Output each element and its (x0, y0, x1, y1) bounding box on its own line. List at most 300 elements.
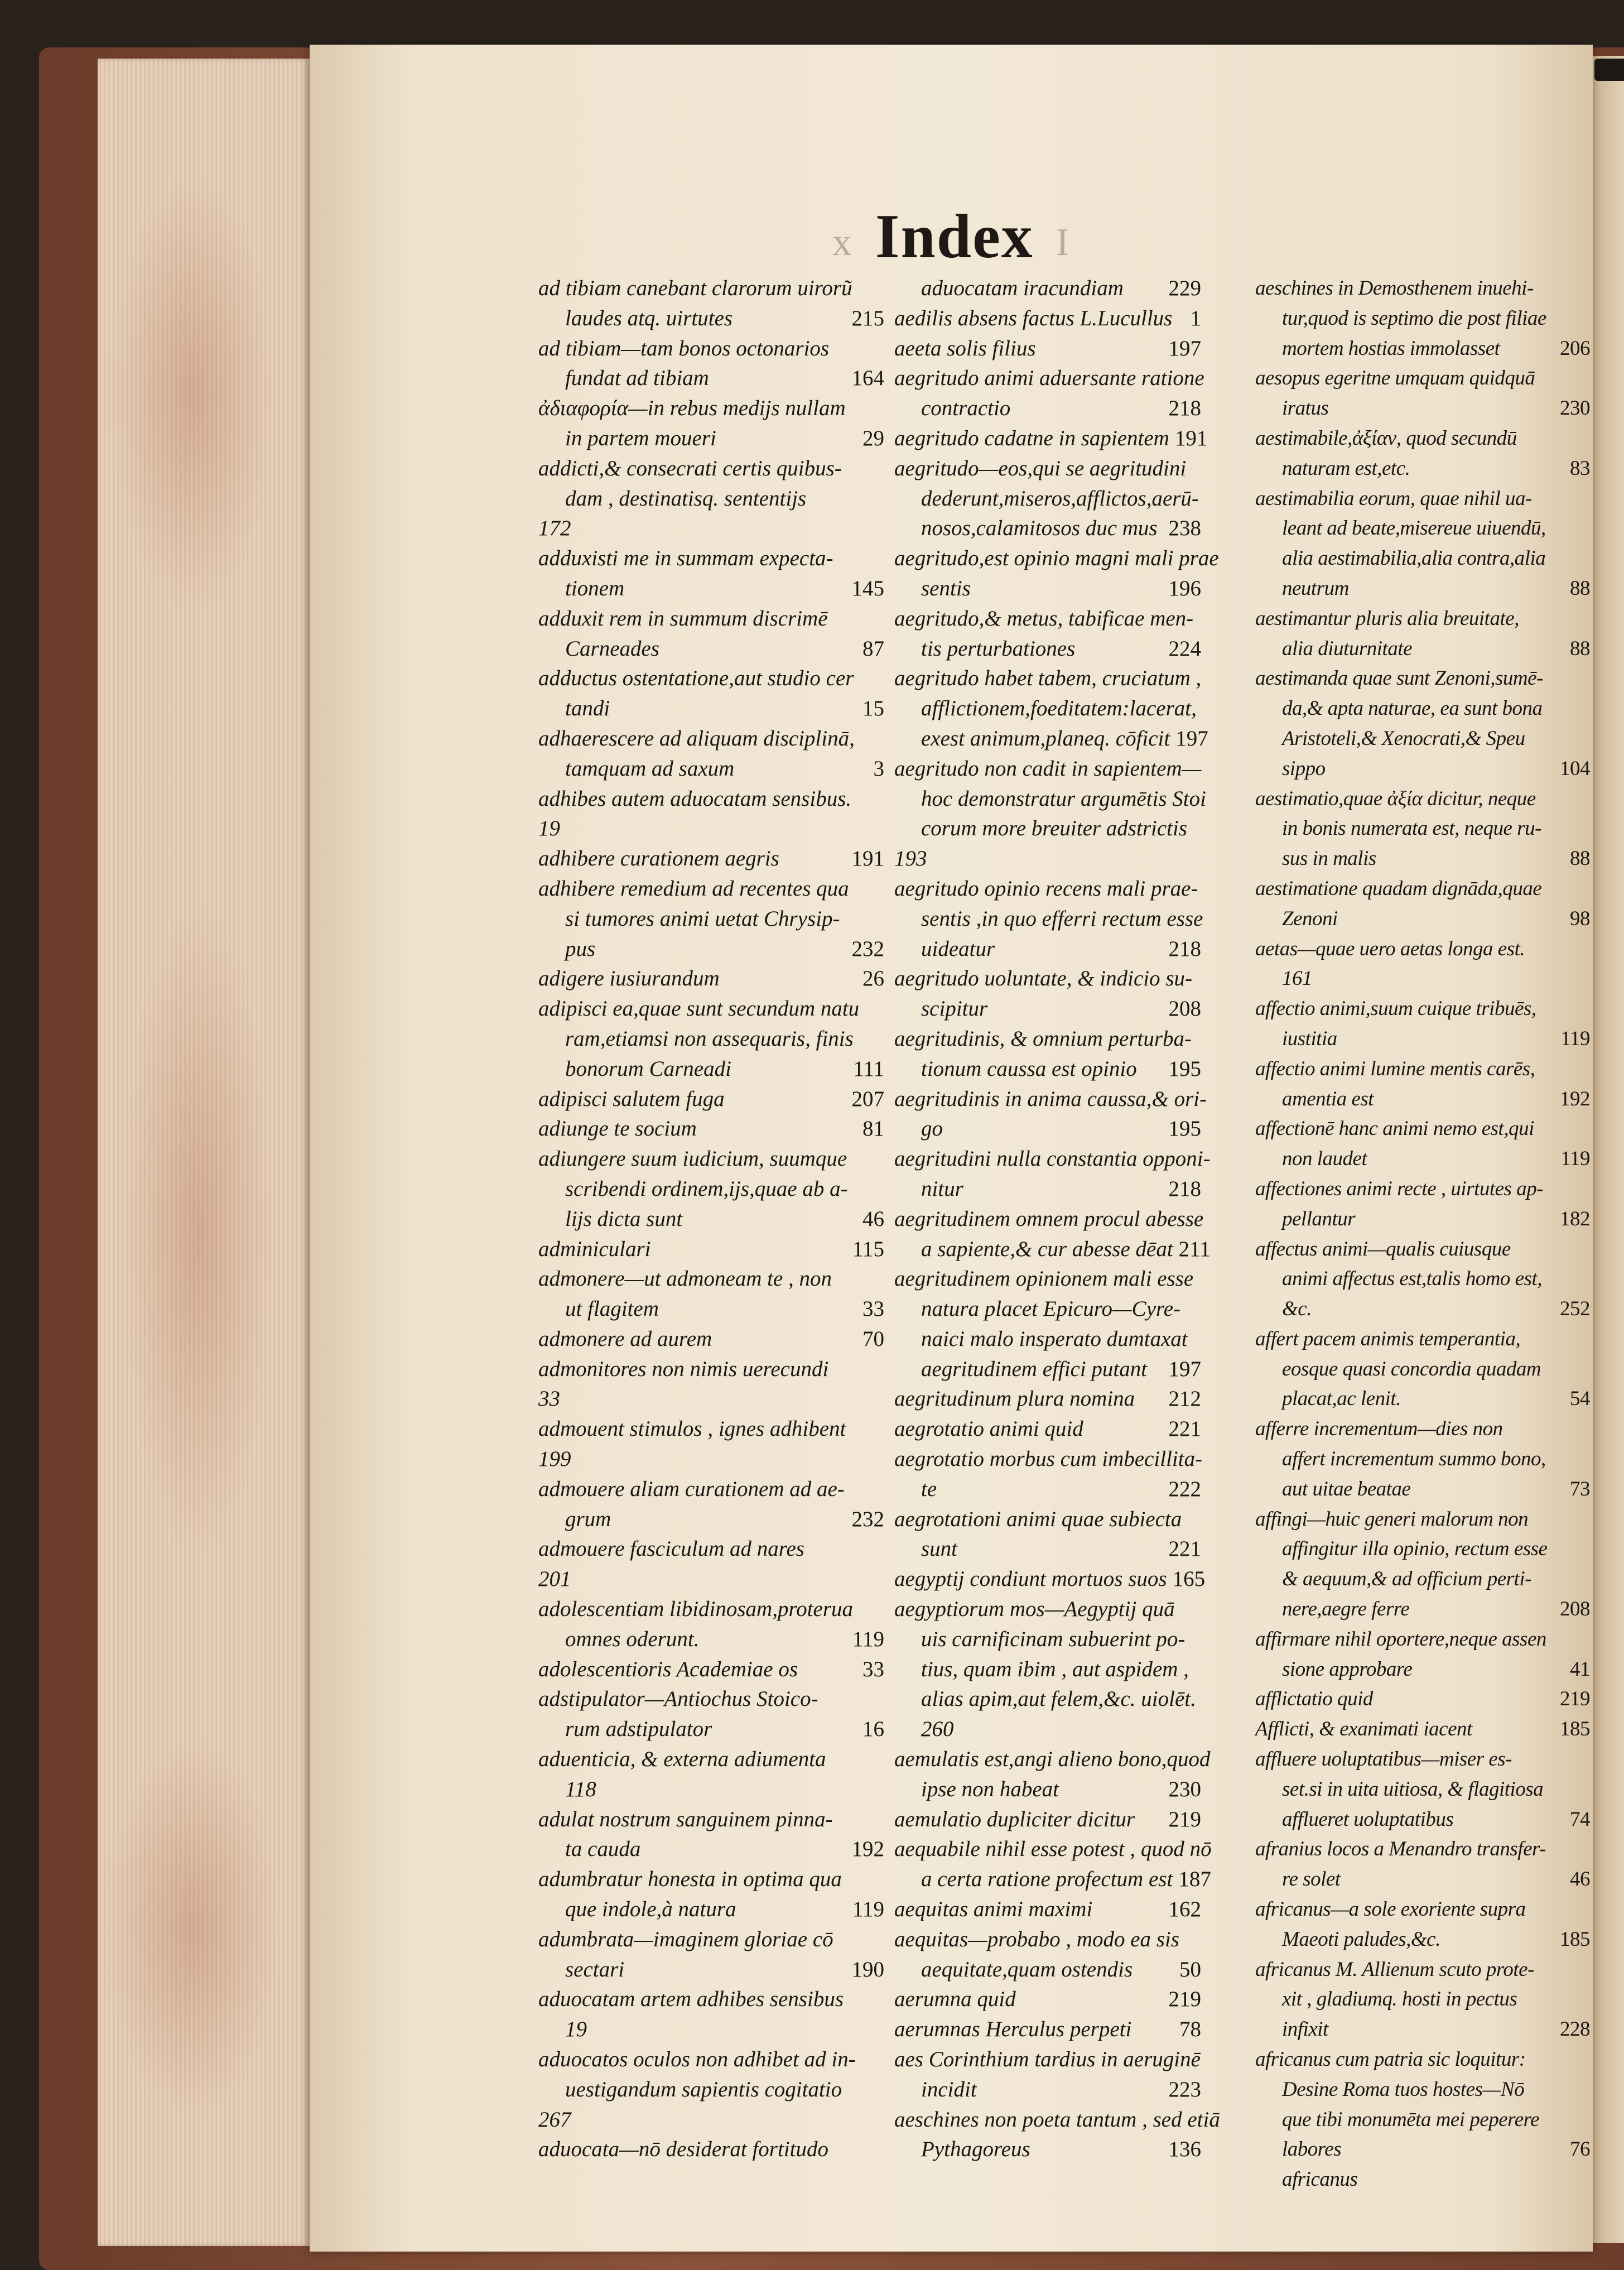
index-text: si tumores animi uetat Chrysip- (565, 906, 840, 931)
index-text: aesopus egeritne umquam quidquā (1255, 367, 1535, 390)
index-text: scribendi ordinem,ijs,quae ab a- (565, 1176, 848, 1201)
index-line (1255, 724, 1590, 754)
index-text: bonorum Carneadi (565, 1056, 731, 1081)
index-text: in partem moueri (565, 426, 716, 450)
index-text: sunt (921, 1537, 958, 1561)
index-line (1255, 2105, 1590, 2135)
index-text: aegritudo cadatne in sapientem (894, 426, 1169, 450)
index-text: Aristoteli,& Xenocrati,& Speu (1282, 727, 1525, 750)
index-line (538, 454, 884, 484)
index-line (538, 304, 884, 334)
index-line (894, 754, 1201, 784)
index-text: nere,aegre ferre (1282, 1598, 1410, 1621)
index-line (894, 844, 1201, 874)
page-number: 232 (851, 936, 884, 961)
page-number: 212 (1168, 1387, 1201, 1411)
index-line (1255, 1864, 1590, 1894)
index-text: contractio (921, 396, 1011, 421)
index-text: admonere—ut admoneam te , non (538, 1267, 832, 1291)
page-number: 26 (862, 966, 884, 991)
index-text: aegritudinem effici putant (921, 1357, 1148, 1381)
index-text: admonere ad aurem (538, 1326, 712, 1351)
index-line (538, 1744, 884, 1774)
index-line (894, 1174, 1201, 1204)
index-text: 172 (538, 516, 571, 541)
page-number: 197 (1175, 726, 1208, 751)
index-text: uestigandum sapientis cogitatio (565, 2077, 842, 2101)
index-text: aegyptiorum mos—Aegyptij quā (894, 1597, 1175, 1622)
index-text: sectari (565, 1957, 625, 1982)
page-number: 33 (862, 1657, 884, 1681)
index-line (538, 1234, 884, 1264)
index-text: aegritudini nulla constantia opponi- (894, 1147, 1211, 1171)
page-number: 136 (1168, 2137, 1201, 2162)
page-number: 191 (851, 847, 884, 871)
index-text: dam , destinatisq. sententijs (565, 486, 807, 511)
index-line (894, 484, 1201, 514)
index-text: 33 (538, 1387, 560, 1411)
index-text: affert incrementum summo bono, (1282, 1447, 1546, 1471)
index-text: aemulatio dupliciter dicitur (894, 1807, 1135, 1831)
page-number: 54 (1570, 1387, 1590, 1411)
index-text: aeeta solis filius (894, 336, 1036, 360)
index-text: aequitate,quam ostendis (921, 1957, 1133, 1982)
index-text: labores (1282, 2138, 1342, 2161)
index-line (1255, 363, 1590, 393)
index-text: alia diuturnitate (1282, 637, 1413, 660)
index-text: aemulatis est,angi alieno bono,quod (894, 1747, 1211, 1772)
page-number: 215 (851, 306, 884, 330)
page-number: 81 (862, 1117, 884, 1141)
index-text: tionem (565, 576, 625, 600)
page-number: 207 (851, 1086, 884, 1111)
index-text: aduocatos oculos non adhibet ad in- (538, 2047, 856, 2072)
index-line (1255, 454, 1590, 484)
index-text: uideatur (921, 936, 995, 961)
index-line (1255, 663, 1590, 694)
index-text: omnes oderunt. (565, 1627, 700, 1651)
index-line (1255, 273, 1590, 304)
index-line (894, 663, 1201, 694)
index-line (538, 694, 884, 724)
index-text: aetas—quae uero aetas longa est. (1255, 937, 1525, 960)
index-line (894, 1984, 1201, 2014)
index-line (538, 1114, 884, 1144)
index-line (538, 874, 884, 904)
index-line (1255, 334, 1590, 364)
index-text: aegritudo,& metus, tabificae men- (894, 606, 1194, 631)
page-number: 185 (1560, 1927, 1590, 1951)
page-number: 223 (1168, 2077, 1201, 2101)
index-text: adhibere curationem aegris (538, 847, 779, 871)
index-text: xit , gladiumq. hosti in pectus (1282, 1988, 1517, 2011)
index-text: dederunt,miseros,afflictos,aerū- (921, 486, 1199, 511)
page-number: 164 (851, 366, 884, 391)
index-text: africanus (1282, 2168, 1358, 2191)
page-number: 119 (1560, 1147, 1590, 1171)
index-line (894, 694, 1201, 724)
index-text: adolescentiam libidinosam,proterua (538, 1597, 854, 1622)
index-line (894, 1894, 1201, 1925)
index-line (894, 1024, 1201, 1054)
page-heading (310, 201, 1593, 273)
index-line (1255, 1414, 1590, 1444)
index-line (1255, 964, 1590, 994)
index-text: aegritudo uoluntate, & indicio su- (894, 966, 1193, 991)
page-number: 187 (1178, 1867, 1211, 1892)
page-number: 190 (851, 1957, 884, 1982)
index-text: Desine Roma tuos hostes—Nō (1282, 2077, 1525, 2101)
page-number: 73 (1570, 1477, 1590, 1500)
index-line (894, 964, 1201, 994)
index-line (538, 334, 884, 364)
index-text: 201 (538, 1567, 571, 1591)
index-line (1255, 694, 1590, 724)
index-line (538, 994, 884, 1024)
index-line (1255, 1354, 1590, 1384)
index-line (1255, 1234, 1590, 1264)
index-text: aes Corinthium tardius in aeruginē (894, 2047, 1201, 2072)
index-text: aegritudo non cadit in sapientem— (894, 756, 1202, 781)
index-text: aut uitae beatae (1282, 1477, 1411, 1500)
index-line (538, 1174, 884, 1204)
index-text: da,& apta naturae, ea sunt bona (1282, 697, 1543, 720)
index-line (894, 544, 1219, 574)
index-line (1255, 604, 1590, 634)
index-text: admonitores non nimis uerecundi (538, 1357, 829, 1381)
index-text: 118 (565, 1777, 596, 1801)
index-line (538, 1564, 884, 1594)
index-line (538, 1714, 884, 1744)
page-number: 195 (1168, 1117, 1201, 1141)
index-text: aestimatio,quae ἀξία dicitur, neque (1255, 787, 1536, 810)
index-text: sentis (921, 576, 971, 600)
page-number: 219 (1168, 1807, 1201, 1831)
index-text: 267 (538, 2107, 571, 2132)
index-line (894, 2045, 1201, 2075)
index-text: set.si in uita uitiosa, & flagitiosa (1282, 1777, 1544, 1801)
index-line (894, 2134, 1201, 2165)
index-line (894, 1534, 1201, 1564)
page-number: 221 (1168, 1417, 1201, 1441)
page-number: 78 (1179, 2017, 1201, 2042)
index-line (538, 1474, 884, 1504)
index-line (538, 1144, 884, 1174)
index-line (1255, 484, 1590, 514)
index-line (1255, 904, 1590, 934)
page-number: 221 (1168, 1537, 1201, 1561)
page-tab (1594, 59, 1624, 81)
page-number: 211 (1178, 1237, 1211, 1261)
index-text: adiungere suum iudicium, suumque (538, 1147, 847, 1171)
page-number: 33 (862, 1297, 884, 1321)
index-line (894, 1624, 1201, 1655)
index-line (538, 1414, 884, 1444)
index-text: aegrotationi animi quae subiecta (894, 1507, 1182, 1531)
index-text: ut flagitem (565, 1297, 659, 1321)
index-text: addicti,& consecrati certis quibus- (538, 456, 842, 480)
index-line (538, 934, 884, 964)
index-text: Zenoni (1282, 907, 1338, 930)
index-text: mortem hostias immolasset (1282, 336, 1500, 360)
page-number: 29 (862, 426, 884, 450)
index-text: affectio animi lumine mentis carēs, (1255, 1057, 1535, 1080)
index-text: natura placet Epicuro—Cyre- (921, 1297, 1181, 1321)
index-line (894, 1925, 1201, 1955)
page-number: 111 (853, 1056, 884, 1081)
index-line (894, 1504, 1201, 1535)
index-line (894, 1084, 1207, 1114)
index-line (894, 1414, 1201, 1444)
index-line (1255, 1594, 1590, 1624)
index-text: tandi (565, 696, 610, 721)
index-text: aduocata—nō desiderat fortitudo (538, 2137, 828, 2162)
index-text: aegritudinis, & omnium perturba- (894, 1026, 1192, 1051)
index-text: affingi—huic generi malorum non (1255, 1507, 1529, 1531)
index-line (1255, 994, 1590, 1024)
index-text: iratus (1282, 397, 1329, 420)
index-text: 19 (565, 2017, 587, 2042)
index-line (538, 844, 884, 874)
index-text: aestimantur pluris alia breuitate, (1255, 607, 1519, 630)
index-text: incidit (921, 2077, 977, 2101)
page-number: 208 (1560, 1598, 1590, 1621)
index-text: grum (565, 1507, 611, 1531)
page-number: 195 (1168, 1056, 1201, 1081)
index-text: aeschines in Demosthenem inuehi- (1255, 277, 1534, 300)
index-text: non laudet (1282, 1147, 1367, 1171)
index-line (538, 1684, 884, 1714)
index-text: leant ad beate,misereue uiuendū, (1282, 517, 1546, 540)
page-number: 3 (873, 756, 884, 781)
index-line (1255, 634, 1590, 664)
index-line (538, 1624, 884, 1655)
index-line (894, 304, 1201, 334)
index-text: naturam est,etc. (1282, 456, 1410, 480)
index-text: africanus M. Allienum scuto prote- (1255, 1958, 1534, 1981)
index-line (894, 1864, 1211, 1894)
index-text: animi affectus est,talis homo est, (1282, 1267, 1543, 1291)
index-text: adolescentioris Academiae os (538, 1657, 798, 1681)
index-line (1255, 393, 1590, 424)
page-number: 224 (1168, 636, 1201, 661)
index-text: affluere uoluptatibus—miser es- (1255, 1748, 1512, 1771)
index-text: pus (565, 936, 596, 961)
index-text: uis carnificinam subuerint po- (921, 1627, 1186, 1651)
index-text: adduxisti me in summam expecta- (538, 546, 833, 571)
index-text: te (921, 1477, 937, 1501)
index-text: naici malo insperato dumtaxat (921, 1326, 1188, 1351)
index-text: 193 (894, 847, 927, 871)
index-line (538, 1534, 884, 1564)
page-number: 238 (1168, 516, 1201, 541)
page-number: 1 (1190, 306, 1201, 330)
index-line (894, 1774, 1201, 1805)
index-text: Maeoti paludes,&c. (1282, 1927, 1440, 1951)
index-text: alia aestimabilia,alia contra,alia (1282, 547, 1546, 570)
page-number: 50 (1179, 1957, 1201, 1982)
index-line (1255, 1714, 1590, 1744)
page-number: 182 (1560, 1207, 1590, 1230)
index-text: adstipulator—Antiochus Stoico- (538, 1687, 818, 1711)
index-line (538, 1925, 884, 1955)
page-number: 83 (1570, 456, 1590, 480)
index-line (894, 784, 1206, 814)
index-line (538, 1594, 884, 1624)
index-line (894, 904, 1201, 934)
index-text: exest animum,planeq. cōficit (921, 726, 1170, 751)
index-line (894, 454, 1201, 484)
index-line (894, 1444, 1201, 1474)
index-line (1255, 874, 1590, 904)
index-line (894, 1234, 1211, 1264)
index-line (538, 1955, 884, 1985)
page-number: 191 (1174, 426, 1208, 450)
index-text: aerumnas Herculus perpeti (894, 2017, 1132, 2042)
index-line (1255, 1474, 1590, 1504)
index-line (538, 2014, 884, 2045)
index-text: ta cauda (565, 1837, 641, 1862)
index-text: sus in malis (1282, 847, 1376, 871)
page-number: 197 (1168, 336, 1201, 360)
index-line (538, 513, 884, 544)
index-line (538, 484, 884, 514)
index-text: nitur (921, 1176, 963, 1201)
page-number: 15 (862, 696, 884, 721)
page-number: 206 (1560, 336, 1590, 360)
index-line (894, 1684, 1201, 1714)
index-line (894, 1264, 1201, 1294)
index-line (538, 754, 884, 784)
index-line (1255, 1684, 1590, 1714)
page-number: 230 (1560, 397, 1590, 420)
page-number: 46 (1570, 1868, 1590, 1891)
index-line (538, 964, 884, 994)
page-number: 115 (852, 1237, 884, 1261)
index-line (1255, 844, 1590, 874)
index-text: aduocatam iracundiam (921, 276, 1124, 300)
index-text: alias apim,aut felem,&c. uiolēt. (921, 1687, 1196, 1711)
index-line (1255, 2075, 1590, 2105)
page-number: 185 (1560, 1718, 1590, 1741)
index-text: aestimabilia eorum, quae nihil ua- (1255, 487, 1532, 510)
index-text: & aequum,& ad officium perti- (1282, 1567, 1531, 1591)
index-text: afranius locos a Menandro transfer- (1255, 1838, 1546, 1861)
index-text: aegritudo,est opinio magni mali prae (894, 546, 1219, 571)
page-number: 230 (1168, 1777, 1201, 1801)
page-number: 196 (1168, 576, 1201, 600)
page-number: 88 (1570, 637, 1590, 660)
index-text: afferre incrementum—dies non (1255, 1417, 1503, 1441)
index-line (1255, 1564, 1590, 1594)
index-line (894, 424, 1208, 454)
index-text: que tibi monumēta mei peperere (1282, 2108, 1540, 2131)
index-text: aedilis absens factus L.Lucullus (894, 306, 1173, 330)
index-line (894, 1655, 1201, 1685)
index-text: adhaerescere ad aliquam disciplinā, (538, 726, 855, 751)
water-stain (109, 170, 276, 617)
index-text: affectus animi—qualis cuiusque (1255, 1237, 1511, 1261)
index-line (538, 1354, 884, 1384)
index-text: affectionē hanc animi nemo est,qui (1255, 1117, 1534, 1141)
page-number: 88 (1570, 576, 1590, 600)
index-line (1255, 1084, 1590, 1114)
index-line (538, 634, 884, 664)
index-text: 260 (921, 1717, 954, 1742)
index-text: adulat nostrum sanguinem pinna- (538, 1807, 833, 1831)
index-text: eosque quasi concordia quadam (1282, 1357, 1541, 1381)
index-text: 19 (538, 816, 560, 841)
index-text: adduxit rem in summum discrimē (538, 606, 828, 631)
index-line (538, 1655, 884, 1685)
index-line (894, 1805, 1201, 1835)
index-text: admouent stimulos , ignes adhibent (538, 1417, 846, 1441)
page-number: 252 (1560, 1297, 1590, 1321)
index-line (538, 273, 884, 304)
index-line (894, 604, 1201, 634)
index-line (894, 273, 1201, 304)
index-text: infixit (1282, 2018, 1328, 2041)
index-line (1255, 1925, 1590, 1955)
index-text: aegritudo animi aduersante ratione (894, 366, 1204, 391)
index-line (538, 1204, 884, 1234)
index-line (894, 814, 1201, 844)
index-line (1255, 814, 1590, 844)
page-number: 219 (1168, 1987, 1201, 2012)
index-line (894, 1114, 1201, 1144)
index-text: nosos,calamitosos duc mus (921, 516, 1158, 541)
index-text: adigere iusiurandum (538, 966, 720, 991)
index-text: scipitur (921, 997, 988, 1021)
index-text: a sapiente,& cur abesse dēat (921, 1237, 1173, 1261)
index-text: tamquam ad saxum (565, 756, 735, 781)
index-line (1255, 1054, 1590, 1084)
index-line (894, 1744, 1211, 1774)
index-line (538, 1774, 884, 1805)
index-text: ipse non habeat (921, 1777, 1059, 1801)
index-line (1255, 1504, 1590, 1535)
index-line (1255, 784, 1590, 814)
index-line (1255, 1264, 1590, 1294)
index-line (1255, 1384, 1590, 1414)
page-number: 192 (1560, 1087, 1590, 1110)
index-line (1255, 2045, 1590, 2075)
page-number: 192 (851, 1837, 884, 1862)
page-number: 119 (852, 1897, 884, 1922)
index-line (538, 1054, 884, 1084)
index-line (1255, 1805, 1590, 1835)
index-line (1255, 1144, 1590, 1174)
index-line (538, 1084, 884, 1114)
index-line (1255, 513, 1590, 544)
page-number: 119 (852, 1627, 884, 1651)
index-line (894, 1594, 1201, 1624)
index-text: adductus ostentatione,aut studio cer (538, 666, 854, 691)
page-number: 76 (1570, 2138, 1590, 2161)
index-text: sippo (1282, 757, 1326, 780)
index-line (538, 424, 884, 454)
water-stain (120, 896, 276, 1565)
index-line (894, 934, 1201, 964)
index-line (1255, 1834, 1590, 1864)
page-number: 222 (1168, 1477, 1201, 1501)
index-text: aequitas—probabo , modo ea sis (894, 1927, 1179, 1951)
index-line (894, 1955, 1201, 1985)
page-number: 219 (1560, 1687, 1590, 1711)
index-line (1255, 424, 1590, 454)
index-text: affingitur illa opinio, rectum esse (1282, 1537, 1548, 1561)
index-text: afflictatio quid (1255, 1687, 1373, 1711)
